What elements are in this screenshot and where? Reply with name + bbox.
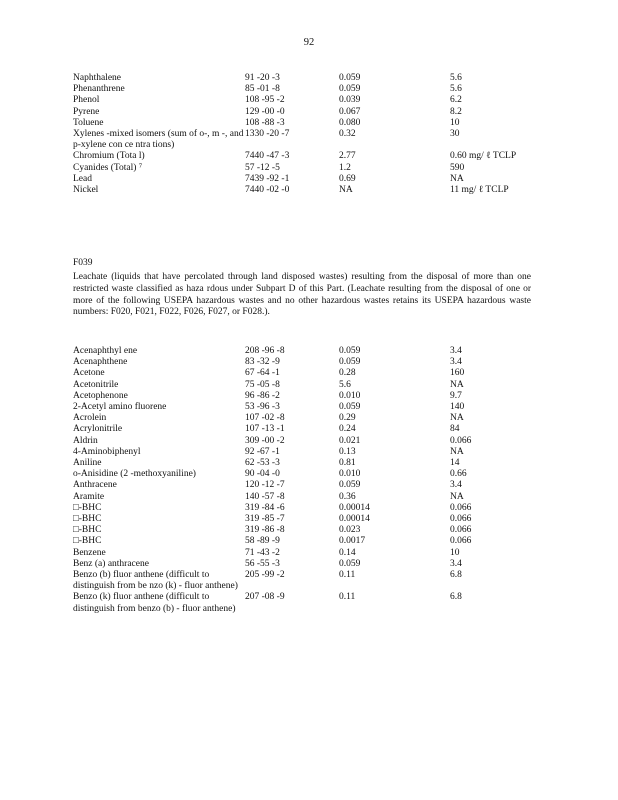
chemical-name: □-BHC bbox=[73, 536, 102, 547]
cas-number: 90 -04 -0 bbox=[245, 469, 280, 480]
nonwastewater-limit: 6.8 bbox=[450, 592, 462, 603]
wastewater-limit: 0.81 bbox=[339, 458, 356, 469]
table-row bbox=[73, 480, 570, 491]
nonwastewater-limit: 3.4 bbox=[450, 346, 462, 356]
chemical-name: Benzo (b) fluor anthene (difficult to distinguish from be nzo (k) - fluor anthene) bbox=[73, 570, 238, 592]
chemical-table-top bbox=[73, 73, 570, 196]
wastewater-limit: 2.77 bbox=[339, 151, 356, 162]
wastewater-limit: 0.039 bbox=[339, 95, 361, 106]
table-row bbox=[73, 525, 570, 536]
wastewater-limit: 0.0017 bbox=[339, 536, 366, 547]
chemical-name: Toluene bbox=[73, 117, 104, 128]
table-row bbox=[73, 592, 570, 614]
table-row bbox=[73, 492, 570, 503]
wastewater-limit: 0.11 bbox=[339, 592, 356, 603]
wastewater-limit: 0.021 bbox=[339, 435, 361, 446]
wastewater-limit: 0.69 bbox=[339, 173, 356, 184]
wastewater-limit: 1.2 bbox=[339, 162, 351, 173]
nonwastewater-limit: 11 mg/ ℓ TCLP bbox=[450, 185, 509, 196]
cas-number: 309 -00 -2 bbox=[245, 435, 285, 446]
cas-number: 319 -86 -8 bbox=[245, 525, 285, 536]
table-row bbox=[73, 447, 570, 458]
nonwastewater-limit: 8.2 bbox=[450, 106, 462, 117]
wastewater-limit: 0.00014 bbox=[339, 502, 370, 513]
chemical-name: Acenaphthyl ene bbox=[73, 346, 138, 356]
cas-number: 1330 -20 -7 bbox=[245, 129, 290, 140]
cas-number: 120 -12 -7 bbox=[245, 480, 285, 491]
nonwastewater-limit: 3.4 bbox=[450, 480, 462, 491]
wastewater-limit: 0.29 bbox=[339, 413, 356, 424]
nonwastewater-limit: 10 bbox=[450, 117, 460, 128]
chemical-name: Phenanthrene bbox=[73, 84, 125, 95]
wastewater-limit: 0.010 bbox=[339, 469, 361, 480]
nonwastewater-limit: 84 bbox=[450, 424, 460, 435]
table-row bbox=[73, 548, 570, 559]
wastewater-limit: 0.010 bbox=[339, 390, 361, 401]
cas-number: 67 -64 -1 bbox=[245, 368, 280, 379]
chemical-name: Acetophenone bbox=[73, 390, 128, 401]
table-row bbox=[73, 357, 570, 368]
table-row bbox=[73, 391, 570, 402]
cas-number: 71 -43 -2 bbox=[245, 547, 280, 558]
wastewater-limit: 0.067 bbox=[339, 106, 361, 117]
wastewater-limit: 0.059 bbox=[339, 73, 361, 83]
table-row bbox=[73, 129, 570, 151]
table-row bbox=[73, 536, 570, 547]
chemical-name: Pyrene bbox=[73, 106, 100, 117]
table-row bbox=[73, 118, 570, 129]
chemical-name: □-BHC bbox=[73, 502, 102, 513]
chemical-name: Phenol bbox=[73, 95, 100, 106]
nonwastewater-limit: 0.066 bbox=[450, 514, 472, 525]
nonwastewater-limit: 0.066 bbox=[450, 502, 472, 513]
cas-number: 319 -85 -7 bbox=[245, 514, 285, 525]
cas-number: 205 -99 -2 bbox=[245, 570, 285, 581]
table-row bbox=[73, 402, 570, 413]
nonwastewater-limit: 0.66 bbox=[450, 469, 467, 480]
cas-number: 92 -67 -1 bbox=[245, 446, 280, 457]
chemical-name: □-BHC bbox=[73, 525, 102, 536]
section-code: F039 bbox=[73, 258, 93, 268]
table-row bbox=[73, 95, 570, 106]
nonwastewater-limit: 3.4 bbox=[450, 558, 462, 569]
chemical-name: Acetonitrile bbox=[73, 379, 119, 390]
cas-number: 319 -84 -6 bbox=[245, 502, 285, 513]
nonwastewater-limit: NA bbox=[450, 491, 464, 502]
nonwastewater-limit: 3.4 bbox=[450, 357, 462, 368]
chemical-name: Benz (a) anthracene bbox=[73, 558, 149, 569]
chemical-name: Benzo (k) fluor anthene (difficult to distinguish from benzo (b) - fluor anthene) bbox=[73, 592, 236, 614]
nonwastewater-limit: 14 bbox=[450, 458, 460, 469]
table-row bbox=[73, 346, 570, 357]
chemical-name: □-BHC bbox=[73, 514, 102, 525]
wastewater-limit: 0.059 bbox=[339, 84, 361, 95]
wastewater-limit: NA bbox=[339, 185, 353, 196]
cas-number: 7439 -92 -1 bbox=[245, 173, 290, 184]
nonwastewater-limit: NA bbox=[450, 173, 464, 184]
cas-number: 107 -02 -8 bbox=[245, 413, 285, 424]
cas-number: 7440 -02 -0 bbox=[245, 185, 290, 196]
table-row bbox=[73, 458, 570, 469]
nonwastewater-limit: 590 bbox=[450, 162, 465, 173]
wastewater-limit: 0.059 bbox=[339, 402, 361, 413]
wastewater-limit: 0.36 bbox=[339, 491, 356, 502]
table-row bbox=[73, 185, 570, 196]
wastewater-limit: 0.059 bbox=[339, 558, 361, 569]
nonwastewater-limit: 160 bbox=[450, 368, 465, 379]
nonwastewater-limit: 5.6 bbox=[450, 73, 462, 83]
chemical-name: Acrylonitrile bbox=[73, 424, 123, 435]
cas-number: 207 -08 -9 bbox=[245, 592, 285, 603]
chemical-name: Xylenes -mixed isomers (sum of o-, m -, and p-xylene con ce ntra tions) bbox=[73, 129, 244, 151]
table-row bbox=[73, 107, 570, 118]
chemical-name: Aramite bbox=[73, 491, 105, 502]
chemical-name: Cyanides (Total) ⁷ bbox=[73, 162, 143, 173]
nonwastewater-limit: 140 bbox=[450, 402, 465, 413]
chemical-name: Aniline bbox=[73, 458, 102, 469]
table-row bbox=[73, 380, 570, 391]
chemical-name: 2-Acetyl amino fluorene bbox=[73, 402, 167, 413]
table-row bbox=[73, 559, 570, 570]
chemical-table-f039 bbox=[73, 346, 570, 615]
cas-number: 108 -95 -2 bbox=[245, 95, 285, 106]
chemical-name: Acrolein bbox=[73, 413, 107, 424]
nonwastewater-limit: NA bbox=[450, 413, 464, 424]
cas-number: 58 -89 -9 bbox=[245, 536, 280, 547]
cas-number: 85 -01 -8 bbox=[245, 84, 280, 95]
wastewater-limit: 0.059 bbox=[339, 480, 361, 491]
table-row bbox=[73, 514, 570, 525]
wastewater-limit: 0.13 bbox=[339, 446, 356, 457]
cas-number: 108 -88 -3 bbox=[245, 117, 285, 128]
nonwastewater-limit: 9.7 bbox=[450, 390, 462, 401]
nonwastewater-limit: 10 bbox=[450, 547, 460, 558]
table-row bbox=[73, 570, 570, 592]
chemical-name: Anthracene bbox=[73, 480, 117, 491]
chemical-name: Benzene bbox=[73, 547, 106, 558]
table-row bbox=[73, 174, 570, 185]
cas-number: 53 -96 -3 bbox=[245, 402, 280, 413]
chemical-name: Acetone bbox=[73, 368, 105, 379]
cas-number: 57 -12 -5 bbox=[245, 162, 280, 173]
nonwastewater-limit: 0.60 mg/ ℓ TCLP bbox=[450, 151, 517, 162]
wastewater-limit: 5.6 bbox=[339, 379, 351, 390]
nonwastewater-limit: 6.8 bbox=[450, 570, 462, 581]
cas-number: 75 -05 -8 bbox=[245, 379, 280, 390]
wastewater-limit: 0.28 bbox=[339, 368, 356, 379]
nonwastewater-limit: 0.066 bbox=[450, 536, 472, 547]
cas-number: 96 -86 -2 bbox=[245, 390, 280, 401]
wastewater-limit: 0.059 bbox=[339, 346, 361, 356]
nonwastewater-limit: 0.066 bbox=[450, 435, 472, 446]
table-row bbox=[73, 424, 570, 435]
chemical-name: 4-Aminobiphenyl bbox=[73, 446, 141, 457]
chemical-name: Nickel bbox=[73, 185, 99, 196]
cas-number: 208 -96 -8 bbox=[245, 346, 285, 356]
table-row bbox=[73, 151, 570, 162]
cas-number: 56 -55 -3 bbox=[245, 558, 280, 569]
table-row bbox=[73, 163, 570, 174]
table-row bbox=[73, 436, 570, 447]
nonwastewater-limit: NA bbox=[450, 446, 464, 457]
cas-number: 91 -20 -3 bbox=[245, 73, 280, 83]
wastewater-limit: 0.14 bbox=[339, 547, 356, 558]
table-row bbox=[73, 73, 570, 84]
nonwastewater-limit: 5.6 bbox=[450, 84, 462, 95]
nonwastewater-limit: NA bbox=[450, 379, 464, 390]
chemical-name: Naphthalene bbox=[73, 73, 122, 83]
nonwastewater-limit: 0.066 bbox=[450, 525, 472, 536]
table-row bbox=[73, 469, 570, 480]
wastewater-limit: 0.11 bbox=[339, 570, 356, 581]
wastewater-limit: 0.24 bbox=[339, 424, 356, 435]
chemical-name: o-Anisidine (2 -methoxyaniline) bbox=[73, 469, 196, 480]
nonwastewater-limit: 30 bbox=[450, 129, 460, 140]
chemical-name: Aldrin bbox=[73, 435, 98, 446]
cas-number: 140 -57 -8 bbox=[245, 491, 285, 502]
cas-number: 7440 -47 -3 bbox=[245, 151, 290, 162]
table-row bbox=[73, 84, 570, 95]
page-number: 92 bbox=[303, 37, 315, 48]
chemical-name: Lead bbox=[73, 173, 92, 184]
wastewater-limit: 0.059 bbox=[339, 357, 361, 368]
wastewater-limit: 0.32 bbox=[339, 129, 356, 140]
wastewater-limit: 0.00014 bbox=[339, 514, 370, 525]
cas-number: 107 -13 -1 bbox=[245, 424, 285, 435]
wastewater-limit: 0.080 bbox=[339, 117, 361, 128]
section-description: Leachate (liquids that have percolated through land disposed wastes) resulting from the disposal of more than one restricted waste classified as haza rdous under Subpart D of this Part. (Leachate resulting from the disposal of one or more of the following USEPA hazardous wastes and no other hazardous wastes retains its USEPA hazardous waste numbers: F020, F021, F022, F026, F027, or F028.). bbox=[73, 272, 531, 318]
table-row bbox=[73, 368, 570, 379]
nonwastewater-limit: 6.2 bbox=[450, 95, 462, 106]
cas-number: 129 -00 -0 bbox=[245, 106, 285, 117]
table-row bbox=[73, 413, 570, 424]
chemical-name: Acenaphthene bbox=[73, 357, 128, 368]
chemical-name: Chromium (Tota l) bbox=[73, 151, 145, 162]
cas-number: 62 -53 -3 bbox=[245, 458, 280, 469]
table-row bbox=[73, 503, 570, 514]
cas-number: 83 -32 -9 bbox=[245, 357, 280, 368]
wastewater-limit: 0.023 bbox=[339, 525, 361, 536]
